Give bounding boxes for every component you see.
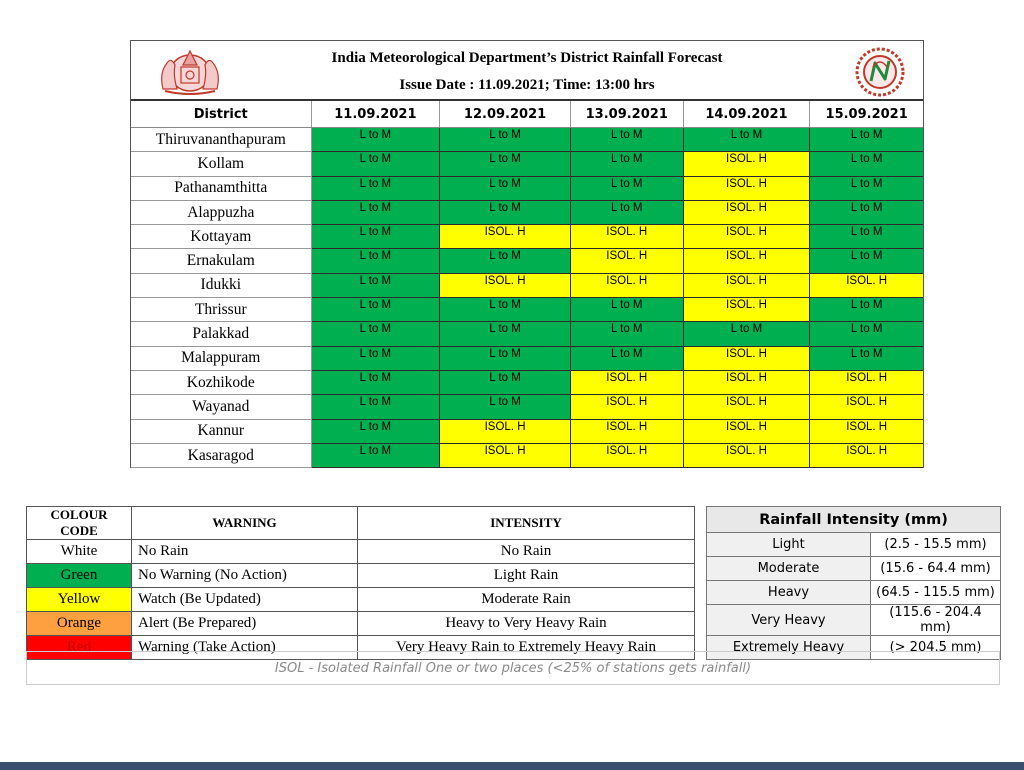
forecast-cell: L to M [312,249,441,273]
forecast-cell: ISOL. H [571,274,684,298]
forecast-cell: ISOL. H [571,420,684,444]
district-name: Palakkad [131,322,312,346]
forecast-row [131,322,923,346]
forecast-row [131,420,923,444]
forecast-cell: ISOL. H [571,225,684,249]
forecast-row [131,347,923,371]
forecast-cell: L to M [571,347,684,371]
forecast-cell: L to M [684,128,811,152]
forecast-cell: L to M [440,322,571,346]
forecast-cell: L to M [312,322,441,346]
forecast-cell: L to M [312,152,441,176]
legend-warning: No Rain [132,540,358,564]
forecast-cell: L to M [440,128,571,152]
legend-colour-code: Yellow [27,588,132,612]
legend-header-row [27,507,695,540]
column-header-date: 11.09.2021 [312,101,441,127]
bottom-bar [0,762,1024,770]
district-name: Wayanad [131,395,312,419]
imd-logo-icon [853,45,907,99]
district-name: Kozhikode [131,371,312,395]
legend-warning: No Warning (No Action) [132,564,358,588]
forecast-cell: L to M [312,420,441,444]
forecast-table [130,40,924,468]
legend-intensity: Very Heavy Rain to Extremely Heavy Rain [358,636,695,660]
legend-row [27,564,695,588]
forecast-cell: ISOL. H [684,274,811,298]
forecast-cell: L to M [312,395,441,419]
forecast-cell: ISOL. H [571,395,684,419]
rainfall-row [707,533,1001,557]
legend-row [27,588,695,612]
legend-header-warning: WARNING [132,507,358,540]
forecast-cell: ISOL. H [684,249,811,273]
district-name: Kannur [131,420,312,444]
legend-colour-code: Red [27,636,132,660]
forecast-cell: L to M [810,322,923,346]
forecast-cell: ISOL. H [684,177,811,201]
district-name: Kottayam [131,225,312,249]
forecast-cell: L to M [312,177,441,201]
forecast-cell: L to M [810,298,923,322]
forecast-cell: L to M [312,274,441,298]
legend-warning: Alert (Be Prepared) [132,612,358,636]
legend-row [27,540,695,564]
forecast-cell: ISOL. H [684,225,811,249]
legend-intensity: Moderate Rain [358,588,695,612]
rainfall-range: (15.6 - 64.4 mm) [871,557,1001,581]
forecast-cell: L to M [571,201,684,225]
rainfall-intensity-table [706,506,1001,660]
forecast-cell: ISOL. H [571,444,684,468]
rainfall-intensity-title: Rainfall Intensity (mm) [707,507,1001,533]
legend-header-intensity: INTENSITY [358,507,695,540]
rainfall-row [707,605,1001,636]
forecast-cell: L to M [440,177,571,201]
forecast-cell: L to M [312,225,441,249]
forecast-cell: ISOL. H [571,371,684,395]
district-name: Kollam [131,152,312,176]
district-name: Kasaragod [131,444,312,468]
district-name: Alappuzha [131,201,312,225]
forecast-cell: L to M [440,347,571,371]
forecast-row [131,298,923,322]
forecast-cell: L to M [312,298,441,322]
forecast-row [131,152,923,176]
rainfall-label: Heavy [707,581,871,605]
legend-body [27,540,695,660]
rainfall-row [707,581,1001,605]
forecast-cell: ISOL. H [810,274,923,298]
forecast-cell: ISOL. H [684,371,811,395]
forecast-cell: L to M [571,177,684,201]
forecast-cell: ISOL. H [684,298,811,322]
forecast-row [131,395,923,419]
isol-footnote: ISOL - Isolated Rainfall One or two places (<25% of stations gets rainfall) [26,651,1000,685]
forecast-cell: ISOL. H [684,444,811,468]
column-header-district: District [131,101,312,127]
legend-intensity: Light Rain [358,564,695,588]
forecast-cell: ISOL. H [684,395,811,419]
forecast-cell: ISOL. H [684,347,811,371]
forecast-cell: L to M [312,201,441,225]
rainfall-range: (> 204.5 mm) [871,636,1001,660]
legend-warning: Watch (Be Updated) [132,588,358,612]
column-header-date: 13.09.2021 [571,101,684,127]
forecast-cell: ISOL. H [440,225,571,249]
forecast-cell: ISOL. H [440,444,571,468]
forecast-cell: L to M [440,201,571,225]
legend-colour-code: White [27,540,132,564]
forecast-cell: ISOL. H [440,274,571,298]
forecast-header [131,41,923,101]
forecast-cell: L to M [440,298,571,322]
forecast-row [131,201,923,225]
forecast-cell: ISOL. H [810,395,923,419]
forecast-cell: L to M [810,249,923,273]
forecast-row [131,177,923,201]
forecast-cell: L to M [440,371,571,395]
rainfall-label: Extremely Heavy [707,636,871,660]
column-header-date: 15.09.2021 [825,106,908,122]
forecast-row [131,128,923,152]
column-header-date: 12.09.2021 [440,101,571,127]
forecast-cell: L to M [810,201,923,225]
issue-date: Issue Date : 11.09.2021; Time: 13:00 hrs [399,77,655,93]
rainfall-range: (64.5 - 115.5 mm) [871,581,1001,605]
district-name: Thrissur [131,298,312,322]
forecast-cell: L to M [810,225,923,249]
forecast-cell: ISOL. H [684,152,811,176]
rainfall-range: (115.6 - 204.4 mm) [871,605,1001,636]
forecast-cell: L to M [312,347,441,371]
district-name: Pathanamthitta [131,177,312,201]
forecast-cell: ISOL. H [684,201,811,225]
legend-colour-code: Green [27,564,132,588]
forecast-cell: L to M [312,128,441,152]
legend-intensity: No Rain [358,540,695,564]
forecast-cell: ISOL. H [571,249,684,273]
legend-colour-code: Orange [27,612,132,636]
forecast-cell: ISOL. H [810,371,923,395]
column-header-row [131,101,923,128]
forecast-cell: L to M [684,322,811,346]
forecast-cell: L to M [810,177,923,201]
forecast-cell: L to M [571,298,684,322]
forecast-cell: L to M [571,152,684,176]
colour-code-legend [26,506,695,660]
legend-header-colour-code: COLOUR CODE [27,507,132,540]
forecast-rows [131,128,923,468]
district-name: Ernakulam [131,249,312,273]
forecast-title: India Meteorological Department’s District Rainfall Forecast [331,50,723,66]
forecast-row [131,444,923,468]
forecast-cell: L to M [810,128,923,152]
district-name: Idukki [131,274,312,298]
rainfall-range: (2.5 - 15.5 mm) [871,533,1001,557]
district-name: Thiruvananthapuram [131,128,312,152]
forecast-cell: L to M [571,322,684,346]
forecast-cell: L to M [440,249,571,273]
legend-warning: Warning (Take Action) [132,636,358,660]
forecast-row [131,225,923,249]
forecast-cell: ISOL. H [810,420,923,444]
legend-intensity: Heavy to Very Heavy Rain [358,612,695,636]
rainfall-label: Moderate [707,557,871,581]
forecast-row [131,371,923,395]
legend-row [27,612,695,636]
rainfall-label: Light [707,533,871,557]
rainfall-row [707,557,1001,581]
column-header-date: 14.09.2021 [684,101,811,127]
forecast-cell: L to M [312,371,441,395]
forecast-cell: L to M [571,128,684,152]
forecast-cell: L to M [810,347,923,371]
rainfall-label: Very Heavy [707,605,871,636]
forecast-cell: L to M [440,395,571,419]
forecast-cell: L to M [810,152,923,176]
forecast-row [131,274,923,298]
district-name: Malappuram [131,347,312,371]
forecast-cell: ISOL. H [684,420,811,444]
rainfall-intensity-body [707,533,1001,660]
forecast-cell: ISOL. H [810,444,923,468]
forecast-row [131,249,923,273]
forecast-cell: L to M [312,444,441,468]
forecast-cell: ISOL. H [440,420,571,444]
forecast-cell: L to M [440,152,571,176]
